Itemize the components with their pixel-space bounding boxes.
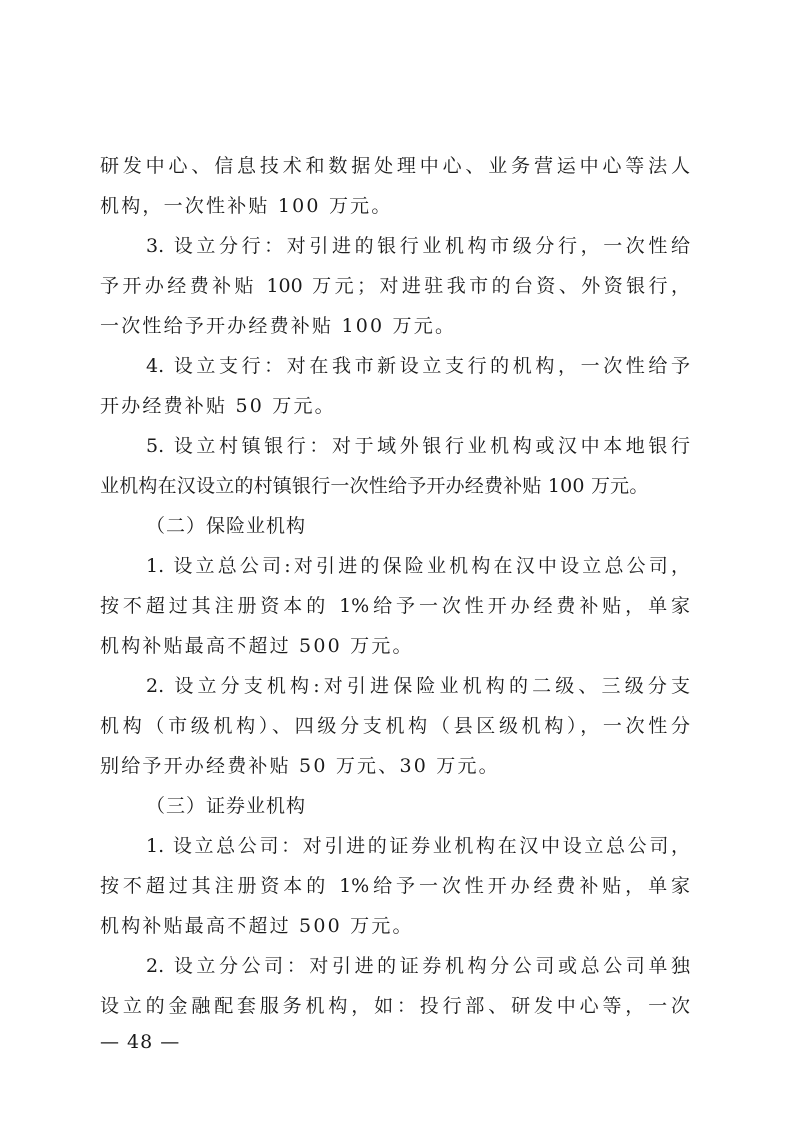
text-line: 机构，一次性补贴 100 万元。 [100,195,393,217]
text-line: 研发中心、信息技术和数据处理中心、业务营运中心等法人 [100,155,690,177]
text-line: 按不超过其注册资本的 1%给予一次性开办经费补贴，单家 [100,595,690,617]
text-line: 1. 设立总公司：对引进的证券业机构在汉中设立总公司， [146,835,690,857]
text-line: 机构补贴最高不超过 500 万元。 [100,635,414,657]
text-line: 4. 设立支行：对在我市新设立支行的机构，一次性给予 [146,355,690,377]
text-line: 开办经费补贴 50 万元。 [100,395,336,417]
text-line: 1. 设立总公司:对引进的保险业机构在汉中设立总公司， [146,555,690,577]
text-line: 3. 设立分行：对引进的银行业机构市级分行，一次性给 [146,235,690,257]
section-heading: （三）证券业机构 [146,795,307,817]
text-line: 一次性给予开办经费补贴 100 万元。 [100,315,457,337]
text-line: 5. 设立村镇银行：对于域外银行业机构或汉中本地银行 [146,435,690,457]
text-line: 机构补贴最高不超过 500 万元。 [100,915,414,937]
text-line: 设立的金融配套服务机构，如：投行部、研发中心等，一次 [100,995,690,1017]
text-line: 2. 设立分支机构:对引进保险业机构的二级、三级分支 [146,675,690,697]
section-heading: （二）保险业机构 [146,515,307,537]
text-line: 予开办经费补贴 100 万元；对进驻我市的台资、外资银行， [100,275,690,297]
text-line: 别给予开办经费补贴 50 万元、30 万元。 [100,755,500,777]
text-line: 机构（市级机构）、四级分支机构（县区级机构），一次性分 [100,715,690,737]
text-line: 按不超过其注册资本的 1%给予一次性开办经费补贴，单家 [100,875,690,897]
page-number: — 48 — [100,1031,181,1053]
text-line: 业机构在汉设立的村镇银行一次性给予开办经费补贴 100 万元。 [100,475,649,497]
text-line: 2. 设立分公司：对引进的证券机构分公司或总公司单独 [146,955,690,977]
